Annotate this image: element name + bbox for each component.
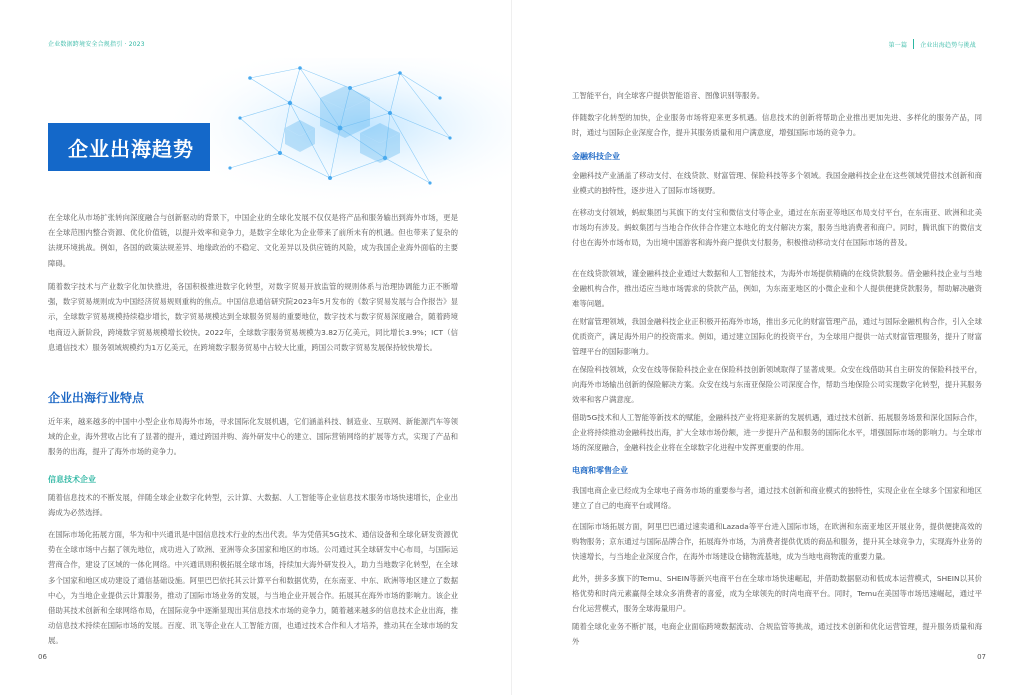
opening-paragraph-1: 工智能平台，向全球客户提供智能语音、图像识别等服务。 [572, 91, 765, 100]
intro-paragraph-1: 在全球化从市场扩张转向深度融合与创新驱动的背景下，中国企业的全球化发展不仅仅是将产品和服务输出到海外市场，更是在全球范围内整合资源、优化价值链，以提升效率和竞争力，是数字全球化为企业带来了前所未有的机遇。但也带来了复杂的法规环境挑战。例如，各国的政策法规差异、地缘政治的不稳定、文化差异以及供应链的风险，成为我国企业海外面临的主要障碍。 [48, 213, 458, 268]
chapter-title: 企业出海趋势 [68, 136, 194, 161]
intro-paragraph-2: 随着数字技术与产业数字化加快推进，各国积极推进数字化转型，对数字贸易开放监管的规则体系与治理协调能力正不断增强，数字贸易规则成为中国经济贸易规则重构的焦点。中国信息通信研究院2023年5月发布的《数字贸易发展与合作报告》显示，全球数字贸易规模持续稳步增长，数字贸易规模达到全球服务贸易的重要地位，数字技术与数字贸易深度融合，随着跨境电商迈入新阶段，跨境数字贸易规模增长较快。2022年，全球数字服务贸易规模为3.82万亿美元，同比增长3.9%；ICT（信息通信技术）服务领域规模约为1万亿美元，在跨境数字服务贸易中占较大比重，跨国公司数字贸易发展保持较快增长。 [48, 282, 458, 352]
subsection-title-fintech: 金融科技企业 [572, 152, 620, 161]
opening-paragraph-2: 伴随数字化转型的加快，企业服务市场将迎来更多机遇。信息技术的创新将帮助企业推出更加先进、多样化的服务产品，同时，通过与国际企业深度合作，提升其服务质量和用户满意度，增强国际市场的竞争力。 [572, 113, 982, 138]
subsection-title-ecommerce: 电商和零售企业 [572, 466, 628, 475]
fintech-paragraph-1: 金融科技产业涵盖了移动支付、在线贷款、财富管理、保险科技等多个领域。我国金融科技企业在这些领域凭借技术创新和商业模式的独特性，逐步进入了国际市场视野。 [572, 171, 982, 196]
subsection-paragraph-it-1: 随着信息技术的不断发展，伴随全球企业数字化转型，云计算、大数据、人工智能等企业信息技术服务市场快速增长，企业出海成为必然选择。 [48, 493, 458, 518]
subsection-paragraph-it-2: 在国际市场化拓展方面，华为和中兴通讯是中国信息技术行业的杰出代表。华为凭借其5G技术、通信设备和全球化研发资源优势在全球市场中占据了领先地位，成功进入了欧洲、亚洲等众多国家和地区的市场。公司通过其全球研发中心布局，与国际运营商合作，建设了区域的一体化网络。中兴通讯则积极拓展全球市场，持续加大海外研发投入，助力当地数字化转型，在全球多个国家和地区成功建设了通信基础设施。阿里巴巴依托其云计算平台和数据优势，在东南亚、中东、欧洲等地区建立了数据中心，为当地企业提供云计算服务，推动了国际市场业务的发展，与当地企业开展合作。拓展其在海外市场的影响力。该企业借助其技术创新和全球网络布局，在国际竞争中逐渐显现出其信息技术市场的竞争力，随着越来越多的信息技术企业出海，推动信息技术持续在国际市场的发展。百度、讯飞等企业在人工智能方面，也通过技术合作和人才培养，推动其在全球市场的发展。 [48, 530, 458, 646]
subsection-title-it: 信息技术企业 [48, 475, 96, 484]
right-page [512, 0, 1024, 695]
running-head-chapter: 第一篇 [888, 41, 908, 49]
ecommerce-paragraph-3: 此外，拼多多旗下的Temu、SHEIN等新兴电商平台在全球市场快速崛起，并借助数据驱动和低成本运营模式，SHEIN以其价格优势和时尚元素赢得全球众多消费者的喜爱，成为全球领先的时尚电商平台。同时，Temu在美国等市场迅速崛起，通过平台化运营模式，服务全球海量用户。 [572, 574, 982, 614]
fintech-paragraph-3: 在在线贷款领域，谨金融科技企业通过大数据和人工智能技术，为海外市场提供精确的在线贷款服务。借金融科技企业与当地金融机构合作，推出适应当地市场需求的贷款产品，例如，为东南亚地区的小微企业和个人提供便捷贷款服务，帮助解决融资难等问题。 [572, 269, 982, 309]
running-head-divider [913, 39, 914, 49]
running-head-title: 企业出海趋势与挑战 [920, 41, 976, 49]
section-title-industry: 企业出海行业特点 [48, 391, 145, 405]
chapter-title-banner [48, 123, 210, 171]
ecommerce-paragraph-2: 在国际市场拓展方面，阿里巴巴通过速卖通和Lazada等平台进入国际市场，在欧洲和东南亚地区开展业务，提供便捷高效的购物服务；京东通过与国际品牌合作，拓展海外市场，为消费者提供优质的商品和服务，提升其全球竞争力，实现海外业务的快速增长，与当地企业深度合作，在海外市场建设仓储物流基地，成为当地电商物流的重要力量。 [572, 522, 982, 562]
running-head-right [889, 39, 976, 49]
fintech-paragraph-2: 在移动支付领域，蚂蚁集团与其旗下的支付宝和微信支付等企业，通过在东南亚等地区布局支付平台，在东南亚、欧洲和北美市场均有涉及。蚂蚁集团与当地合作伙伴合作建立本地化的支付解决方案，服务当地消费者和商户。同时，腾讯旗下的微信支付也在海外市场布局，为出境中国游客和海外商户提供支付服务，积极推动移动支付在国际市场的普及。 [572, 208, 982, 248]
ecommerce-paragraph-4: 随着全球化业务不断扩展，电商企业面临跨境数据流动、合规监管等挑战，通过技术创新和优化运营管理，提升服务质量和海外 [572, 622, 982, 647]
fintech-paragraph-6: 借助5G技术和人工智能等新技术的赋能，金融科技产业将迎来新的发展机遇，通过技术创新、拓展服务场景和深化国际合作，企业将持续推动金融科技出海，扩大全球市场份额，进一步提升产品和服务的国际化水平，增强国际市场的影响力。与全球市场的深度融合，金融科技企业将在全球数字化进程中发挥更重要的作用。 [572, 413, 982, 453]
fintech-paragraph-4: 在财富管理领域，我国金融科技企业正积极开拓海外市场，推出多元化的财富管理产品，通过与国际金融机构合作，引入全球优质资产，满足海外用户的投资需求。例如，通过建立国际化的投资平台，为全球用户提供一站式财富管理服务，提升了财富管理平台的国际影响力。 [572, 317, 982, 357]
running-head-left: 企业数据跨境安全合规指引 · 2023 [48, 41, 145, 48]
fintech-paragraph-5: 在保险科技领域，众安在线等保险科技企业在保险科技创新领域取得了显著成果。众安在线借助其自主研发的保险科技平台，向海外市场输出创新的保险解决方案。众安在线与东南亚保险公司深度合作，帮助当地保险公司实现数字化转型，提升其服务效率和客户满意度。 [572, 365, 982, 405]
page-number-right: 07 [977, 653, 986, 661]
page-number-left: 06 [38, 653, 47, 661]
section-paragraph-industry: 近年来，越来越多的中国中小型企业布局海外市场，寻求国际化发展机遇，它们涵盖科技、制造业、互联网、新能源汽车等领域的企业，海外营收占比有了显著的提升，通过跨国并购、海外研发中心的建立、国际营销网络的扩展等方式，实现了产品和服务的出海，提升了海外市场的竞争力。 [48, 417, 458, 457]
ecommerce-paragraph-1: 我国电商企业已经成为全球电子商务市场的重要参与者，通过技术创新和商业模式的独特性，实现企业在全球多个国家和地区建立了自己的电商平台或网络。 [572, 486, 982, 511]
